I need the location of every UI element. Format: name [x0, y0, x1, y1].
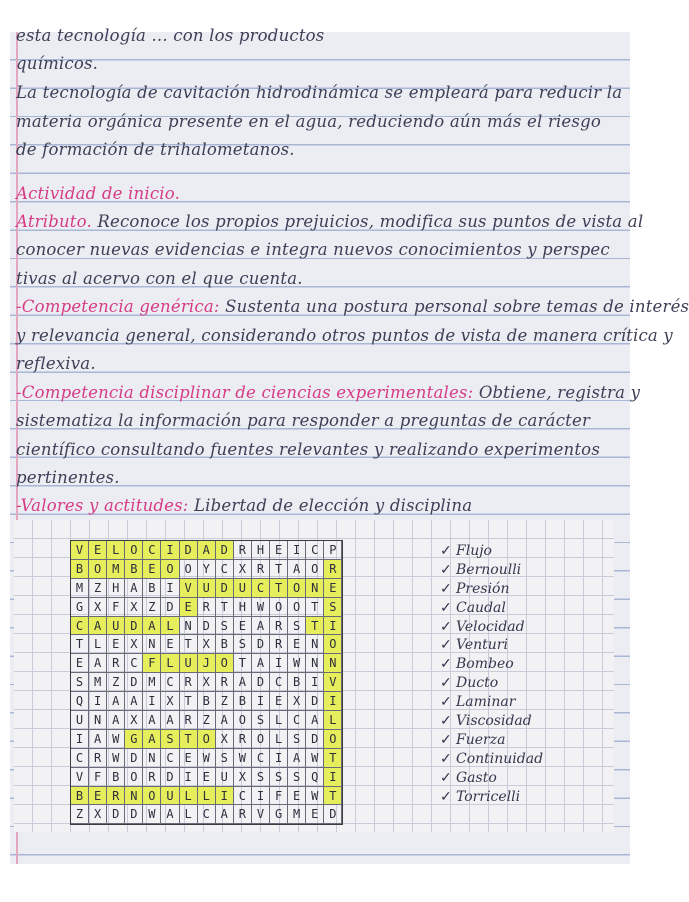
puzzle-cell: S: [234, 635, 252, 654]
puzzle-cell: N: [143, 635, 161, 654]
puzzle-cell: X: [125, 635, 143, 654]
puzzle-cell: D: [125, 617, 143, 636]
puzzle-cell: W: [234, 749, 252, 768]
text-line: esta tecnología ... con los productos: [16, 26, 325, 45]
puzzle-cell: A: [125, 692, 143, 711]
word-list-item: [440, 788, 600, 807]
puzzle-cell: L: [107, 541, 125, 560]
word-list-item: [440, 636, 600, 655]
puzzle-cell: A: [161, 711, 179, 730]
puzzle-cell: L: [161, 617, 179, 636]
puzzle-cell: E: [107, 635, 125, 654]
atributo-line: [16, 212, 644, 231]
competencia-generica-label: -Competencia genérica:: [16, 297, 220, 316]
puzzle-cell: E: [161, 635, 179, 654]
puzzle-cell: C: [161, 673, 179, 692]
puzzle-cell: E: [89, 541, 107, 560]
puzzle-cell: C: [306, 541, 324, 560]
puzzle-cell: L: [198, 787, 216, 806]
puzzle-cell: L: [180, 787, 198, 806]
puzzle-cell: X: [198, 673, 216, 692]
puzzle-cell: T: [71, 635, 89, 654]
puzzle-cell: Z: [107, 673, 125, 692]
puzzle-cell: E: [270, 541, 288, 560]
text-line: científico consultando fuentes relevantes y realizando experimentos: [16, 440, 600, 459]
puzzle-cell: S: [288, 768, 306, 787]
puzzle-cell: S: [252, 711, 270, 730]
puzzle-cell: I: [161, 579, 179, 598]
puzzle-cell: V: [252, 805, 270, 824]
puzzle-cell: X: [234, 560, 252, 579]
puzzle-cell: L: [324, 711, 342, 730]
puzzle-cell: W: [288, 654, 306, 673]
puzzle-cell: T: [324, 749, 342, 768]
puzzle-cell: E: [306, 805, 324, 824]
text-line: pertinentes.: [16, 468, 120, 487]
puzzle-cell: T: [270, 579, 288, 598]
check-icon: ✓: [440, 599, 452, 616]
puzzle-cell: U: [180, 654, 198, 673]
puzzle-cell: I: [288, 541, 306, 560]
puzzle-cell: M: [89, 673, 107, 692]
check-icon: ✓: [440, 788, 452, 805]
text-line: conocer nuevas evidencias e integra nuevos conocimientos y perspec: [16, 240, 610, 259]
puzzle-cell: A: [143, 711, 161, 730]
valores-label: -Valores y actitudes:: [16, 496, 189, 515]
puzzle-cell: I: [252, 787, 270, 806]
puzzle-cell: A: [143, 617, 161, 636]
puzzle-cell: P: [324, 541, 342, 560]
puzzle-cell: C: [216, 560, 234, 579]
puzzle-cell: Z: [216, 692, 234, 711]
puzzle-cell: T: [306, 598, 324, 617]
puzzle-cell: B: [288, 673, 306, 692]
puzzle-cell: A: [252, 617, 270, 636]
puzzle-cell: B: [125, 560, 143, 579]
puzzle-cell: Q: [306, 768, 324, 787]
puzzle-cell: O: [125, 541, 143, 560]
puzzle-cell: D: [161, 598, 179, 617]
puzzle-cell: L: [270, 711, 288, 730]
puzzle-cell: R: [143, 768, 161, 787]
puzzle-cell: D: [125, 749, 143, 768]
puzzle-cell: O: [324, 730, 342, 749]
puzzle-cell: I: [306, 673, 324, 692]
text-line: sistematiza la información para responder a preguntas de carácter: [16, 411, 591, 430]
puzzle-cell: V: [71, 541, 89, 560]
word-list-item: [440, 599, 600, 618]
puzzle-cell: V: [180, 579, 198, 598]
puzzle-cell: R: [324, 560, 342, 579]
text-line: y relevancia general, considerando otros puntos de vista de manera crítica y: [16, 326, 673, 345]
puzzle-cell: D: [324, 805, 342, 824]
puzzle-cell: W: [252, 598, 270, 617]
puzzle-cell: O: [216, 654, 234, 673]
puzzle-cell: T: [306, 617, 324, 636]
puzzle-cell: S: [161, 730, 179, 749]
puzzle-cell: N: [89, 711, 107, 730]
puzzle-cell: C: [198, 805, 216, 824]
puzzle-cell: O: [161, 560, 179, 579]
puzzle-cell: B: [143, 579, 161, 598]
puzzle-cell: E: [234, 617, 252, 636]
word-list-item: [440, 731, 600, 750]
puzzle-cell: B: [216, 635, 234, 654]
puzzle-cell: T: [180, 635, 198, 654]
puzzle-cell: R: [234, 805, 252, 824]
puzzle-cell: D: [216, 579, 234, 598]
puzzle-cell: W: [143, 805, 161, 824]
puzzle-cell: D: [107, 805, 125, 824]
puzzle-cell: T: [180, 692, 198, 711]
puzzle-cell: B: [71, 787, 89, 806]
puzzle-cell: W: [198, 749, 216, 768]
puzzle-cell: E: [180, 598, 198, 617]
puzzle-cell: W: [306, 787, 324, 806]
word-label: Fuerza: [456, 731, 506, 748]
word-list-item: [440, 674, 600, 693]
word-label: Presión: [456, 580, 510, 597]
puzzle-cell: I: [324, 768, 342, 787]
puzzle-cell: A: [216, 805, 234, 824]
puzzle-cell: S: [324, 598, 342, 617]
puzzle-cell: O: [180, 560, 198, 579]
puzzle-cell: X: [198, 635, 216, 654]
puzzle-cell: G: [270, 805, 288, 824]
word-list-item: [440, 655, 600, 674]
puzzle-cell: A: [234, 673, 252, 692]
puzzle-cell: M: [143, 673, 161, 692]
puzzle-cell: I: [270, 654, 288, 673]
competencia-generica-text: Sustenta una postura personal sobre temas de interés: [225, 297, 689, 316]
puzzle-cell: L: [180, 805, 198, 824]
puzzle-cell: A: [306, 711, 324, 730]
check-icon: ✓: [440, 675, 452, 692]
puzzle-cell: S: [270, 768, 288, 787]
puzzle-cell: D: [125, 805, 143, 824]
word-label: Laminar: [456, 694, 516, 711]
check-icon: ✓: [440, 656, 452, 673]
puzzle-cell: R: [89, 749, 107, 768]
puzzle-cell: R: [198, 598, 216, 617]
check-icon: ✓: [440, 580, 452, 597]
puzzle-cell: I: [180, 768, 198, 787]
word-label: Caudal: [456, 599, 506, 616]
puzzle-cell: X: [161, 692, 179, 711]
puzzle-cell: E: [143, 560, 161, 579]
word-label: Flujo: [456, 543, 492, 559]
text-line: materia orgánica presente en el agua, reduciendo aún más el riesgo: [16, 112, 601, 131]
puzzle-cell: I: [143, 692, 161, 711]
check-icon: ✓: [440, 618, 452, 635]
puzzle-cell: N: [306, 654, 324, 673]
puzzle-cell: E: [270, 692, 288, 711]
puzzle-cell: D: [180, 541, 198, 560]
puzzle-cell: E: [324, 579, 342, 598]
puzzle-cell: A: [143, 730, 161, 749]
puzzle-cell: X: [125, 711, 143, 730]
puzzle-cell: R: [107, 787, 125, 806]
puzzle-cell: E: [198, 768, 216, 787]
text-line: tivas al acervo con el que cuenta.: [16, 269, 303, 288]
puzzle-cell: C: [252, 579, 270, 598]
puzzle-cell: O: [125, 768, 143, 787]
puzzle-cell: R: [180, 673, 198, 692]
word-label: Torricelli: [456, 788, 521, 805]
puzzle-cell: A: [89, 617, 107, 636]
word-label: Venturi: [456, 637, 508, 654]
puzzle-cell: S: [216, 617, 234, 636]
puzzle-cell: R: [270, 617, 288, 636]
word-list-item: [440, 561, 600, 580]
puzzle-cell: F: [270, 787, 288, 806]
puzzle-cell: R: [234, 730, 252, 749]
puzzle-cell: A: [216, 711, 234, 730]
word-list-item: [440, 542, 600, 561]
check-icon: ✓: [440, 561, 452, 578]
puzzle-cell: S: [216, 749, 234, 768]
puzzle-cell: U: [107, 617, 125, 636]
puzzle-cell: A: [288, 749, 306, 768]
puzzle-cell: E: [180, 749, 198, 768]
puzzle-cell: N: [125, 787, 143, 806]
puzzle-cell: O: [252, 730, 270, 749]
puzzle-cell: A: [89, 654, 107, 673]
puzzle-cell: S: [288, 730, 306, 749]
puzzle-cell: U: [198, 579, 216, 598]
puzzle-cell: C: [161, 749, 179, 768]
puzzle-cell: C: [125, 654, 143, 673]
puzzle-cell: C: [143, 541, 161, 560]
puzzle-cell: D: [306, 730, 324, 749]
puzzle-cell: N: [324, 654, 342, 673]
check-icon: ✓: [440, 694, 452, 711]
puzzle-cell: C: [234, 787, 252, 806]
text-line: de formación de trihalometanos.: [16, 140, 295, 159]
puzzle-cell: C: [71, 749, 89, 768]
text-line: químicos.: [16, 54, 99, 73]
puzzle-cell: R: [234, 541, 252, 560]
puzzle-cell: I: [216, 787, 234, 806]
puzzle-cell: A: [89, 730, 107, 749]
puzzle-cell: T: [216, 598, 234, 617]
puzzle-cell: H: [234, 598, 252, 617]
puzzle-cell: X: [125, 598, 143, 617]
puzzle-cell: X: [234, 768, 252, 787]
puzzle-cell: S: [71, 673, 89, 692]
puzzle-cell: F: [107, 598, 125, 617]
puzzle-cell: R: [252, 560, 270, 579]
puzzle-cell: W: [306, 749, 324, 768]
puzzle-cell: A: [107, 692, 125, 711]
puzzle-cell: T: [180, 730, 198, 749]
word-label: Bernoulli: [456, 561, 522, 578]
puzzle-cell: L: [161, 654, 179, 673]
puzzle-cell: I: [324, 692, 342, 711]
puzzle-cell: C: [252, 749, 270, 768]
puzzle-cell: O: [306, 560, 324, 579]
puzzle-cell: D: [252, 673, 270, 692]
word-search-grid: [70, 540, 343, 825]
puzzle-cell: N: [143, 749, 161, 768]
atributo-label: Atributo.: [16, 212, 92, 231]
word-label: Viscosidad: [456, 713, 532, 730]
puzzle-cell: S: [252, 768, 270, 787]
puzzle-cell: Z: [143, 598, 161, 617]
puzzle-cell: X: [288, 692, 306, 711]
puzzle-cell: A: [198, 541, 216, 560]
puzzle-cell: O: [324, 635, 342, 654]
check-icon: ✓: [440, 543, 452, 559]
puzzle-cell: A: [161, 805, 179, 824]
puzzle-cell: L: [270, 730, 288, 749]
puzzle-cell: G: [125, 730, 143, 749]
puzzle-cell: D: [252, 635, 270, 654]
puzzle-cell: R: [216, 673, 234, 692]
competencia-disciplinar-label: -Competencia disciplinar de ciencias experimentales:: [16, 383, 474, 402]
competencia-disciplinar-text: Obtiene, registra y: [478, 383, 641, 402]
puzzle-cell: S: [288, 617, 306, 636]
puzzle-cell: W: [107, 749, 125, 768]
puzzle-cell: I: [161, 541, 179, 560]
puzzle-cell: G: [71, 598, 89, 617]
puzzle-cell: U: [216, 768, 234, 787]
puzzle-cell: I: [270, 749, 288, 768]
puzzle-cell: C: [270, 673, 288, 692]
word-label: Ducto: [456, 675, 499, 692]
puzzle-cell: H: [107, 579, 125, 598]
puzzle-cell: U: [71, 711, 89, 730]
puzzle-cell: O: [143, 787, 161, 806]
word-list-item: [440, 580, 600, 599]
puzzle-cell: A: [252, 654, 270, 673]
competencia-generica-line: [16, 297, 689, 316]
puzzle-cell: D: [125, 673, 143, 692]
puzzle-cell: I: [71, 730, 89, 749]
puzzle-cell: Q: [71, 692, 89, 711]
puzzle-cell: A: [107, 711, 125, 730]
check-icon: ✓: [440, 769, 452, 786]
puzzle-cell: D: [306, 692, 324, 711]
puzzle-cell: N: [180, 617, 198, 636]
puzzle-cell: Z: [71, 805, 89, 824]
puzzle-cell: F: [143, 654, 161, 673]
word-label: Bombeo: [456, 656, 514, 673]
puzzle-cell: Z: [89, 579, 107, 598]
puzzle-cell: T: [324, 787, 342, 806]
valores-line: [16, 496, 622, 515]
word-label: Velocidad: [456, 618, 525, 635]
puzzle-cell: O: [198, 730, 216, 749]
puzzle-cell: E: [71, 654, 89, 673]
word-list-item: [440, 618, 600, 637]
puzzle-cell: A: [288, 560, 306, 579]
puzzle-cell: M: [71, 579, 89, 598]
word-label: Continuidad: [456, 750, 544, 767]
puzzle-cell: R: [180, 711, 198, 730]
puzzle-cell: N: [306, 635, 324, 654]
puzzle-cell: L: [89, 635, 107, 654]
puzzle-cell: O: [288, 598, 306, 617]
puzzle-cell: E: [288, 635, 306, 654]
check-icon: ✓: [440, 713, 452, 730]
word-label: Gasto: [456, 769, 497, 786]
puzzle-cell: X: [216, 730, 234, 749]
puzzle-cell: B: [107, 768, 125, 787]
puzzle-cell: N: [306, 579, 324, 598]
puzzle-cell: B: [198, 692, 216, 711]
competencia-disciplinar-line: [16, 383, 641, 402]
puzzle-cell: D: [198, 617, 216, 636]
puzzle-cell: I: [324, 617, 342, 636]
word-list-item: [440, 712, 600, 731]
word-list: [440, 542, 600, 806]
puzzle-cell: X: [89, 805, 107, 824]
atributo-text: Reconoce los propios prejuicios, modifica sus puntos de vista al: [97, 212, 644, 231]
puzzle-cell: U: [234, 579, 252, 598]
puzzle-cell: C: [71, 617, 89, 636]
puzzle-cell: I: [89, 692, 107, 711]
valores-text: Libertad de elección y disciplina: [194, 496, 473, 515]
check-icon: ✓: [440, 637, 452, 654]
check-icon: ✓: [440, 731, 452, 748]
puzzle-cell: B: [71, 560, 89, 579]
puzzle-cell: Y: [198, 560, 216, 579]
puzzle-cell: R: [107, 654, 125, 673]
puzzle-cell: E: [89, 787, 107, 806]
activity-title: Actividad de inicio.: [16, 184, 181, 203]
puzzle-cell: F: [89, 768, 107, 787]
puzzle-cell: A: [125, 579, 143, 598]
puzzle-cell: D: [161, 768, 179, 787]
text-line: La tecnología de cavitación hidrodinámica se empleará para reducir la: [16, 83, 623, 102]
puzzle-cell: M: [107, 560, 125, 579]
puzzle-cell: O: [270, 598, 288, 617]
puzzle-cell: B: [234, 692, 252, 711]
word-list-item: [440, 769, 600, 788]
puzzle-cell: H: [252, 541, 270, 560]
puzzle-cell: O: [288, 579, 306, 598]
puzzle-cell: V: [324, 673, 342, 692]
puzzle-cell: I: [252, 692, 270, 711]
puzzle-cell: T: [270, 560, 288, 579]
puzzle-cell: U: [161, 787, 179, 806]
puzzle-cell: X: [89, 598, 107, 617]
puzzle-cell: M: [288, 805, 306, 824]
puzzle-cell: J: [198, 654, 216, 673]
puzzle-cell: T: [234, 654, 252, 673]
check-icon: ✓: [440, 750, 452, 767]
puzzle-cell: D: [216, 541, 234, 560]
puzzle-cell: O: [89, 560, 107, 579]
puzzle-cell: O: [234, 711, 252, 730]
puzzle-cell: V: [71, 768, 89, 787]
puzzle-cell: W: [107, 730, 125, 749]
word-list-item: [440, 693, 600, 712]
puzzle-cell: C: [288, 711, 306, 730]
word-list-item: [440, 750, 600, 769]
text-line: reflexiva.: [16, 354, 96, 373]
puzzle-cell: Z: [198, 711, 216, 730]
puzzle-cell: R: [270, 635, 288, 654]
puzzle-cell: E: [288, 787, 306, 806]
